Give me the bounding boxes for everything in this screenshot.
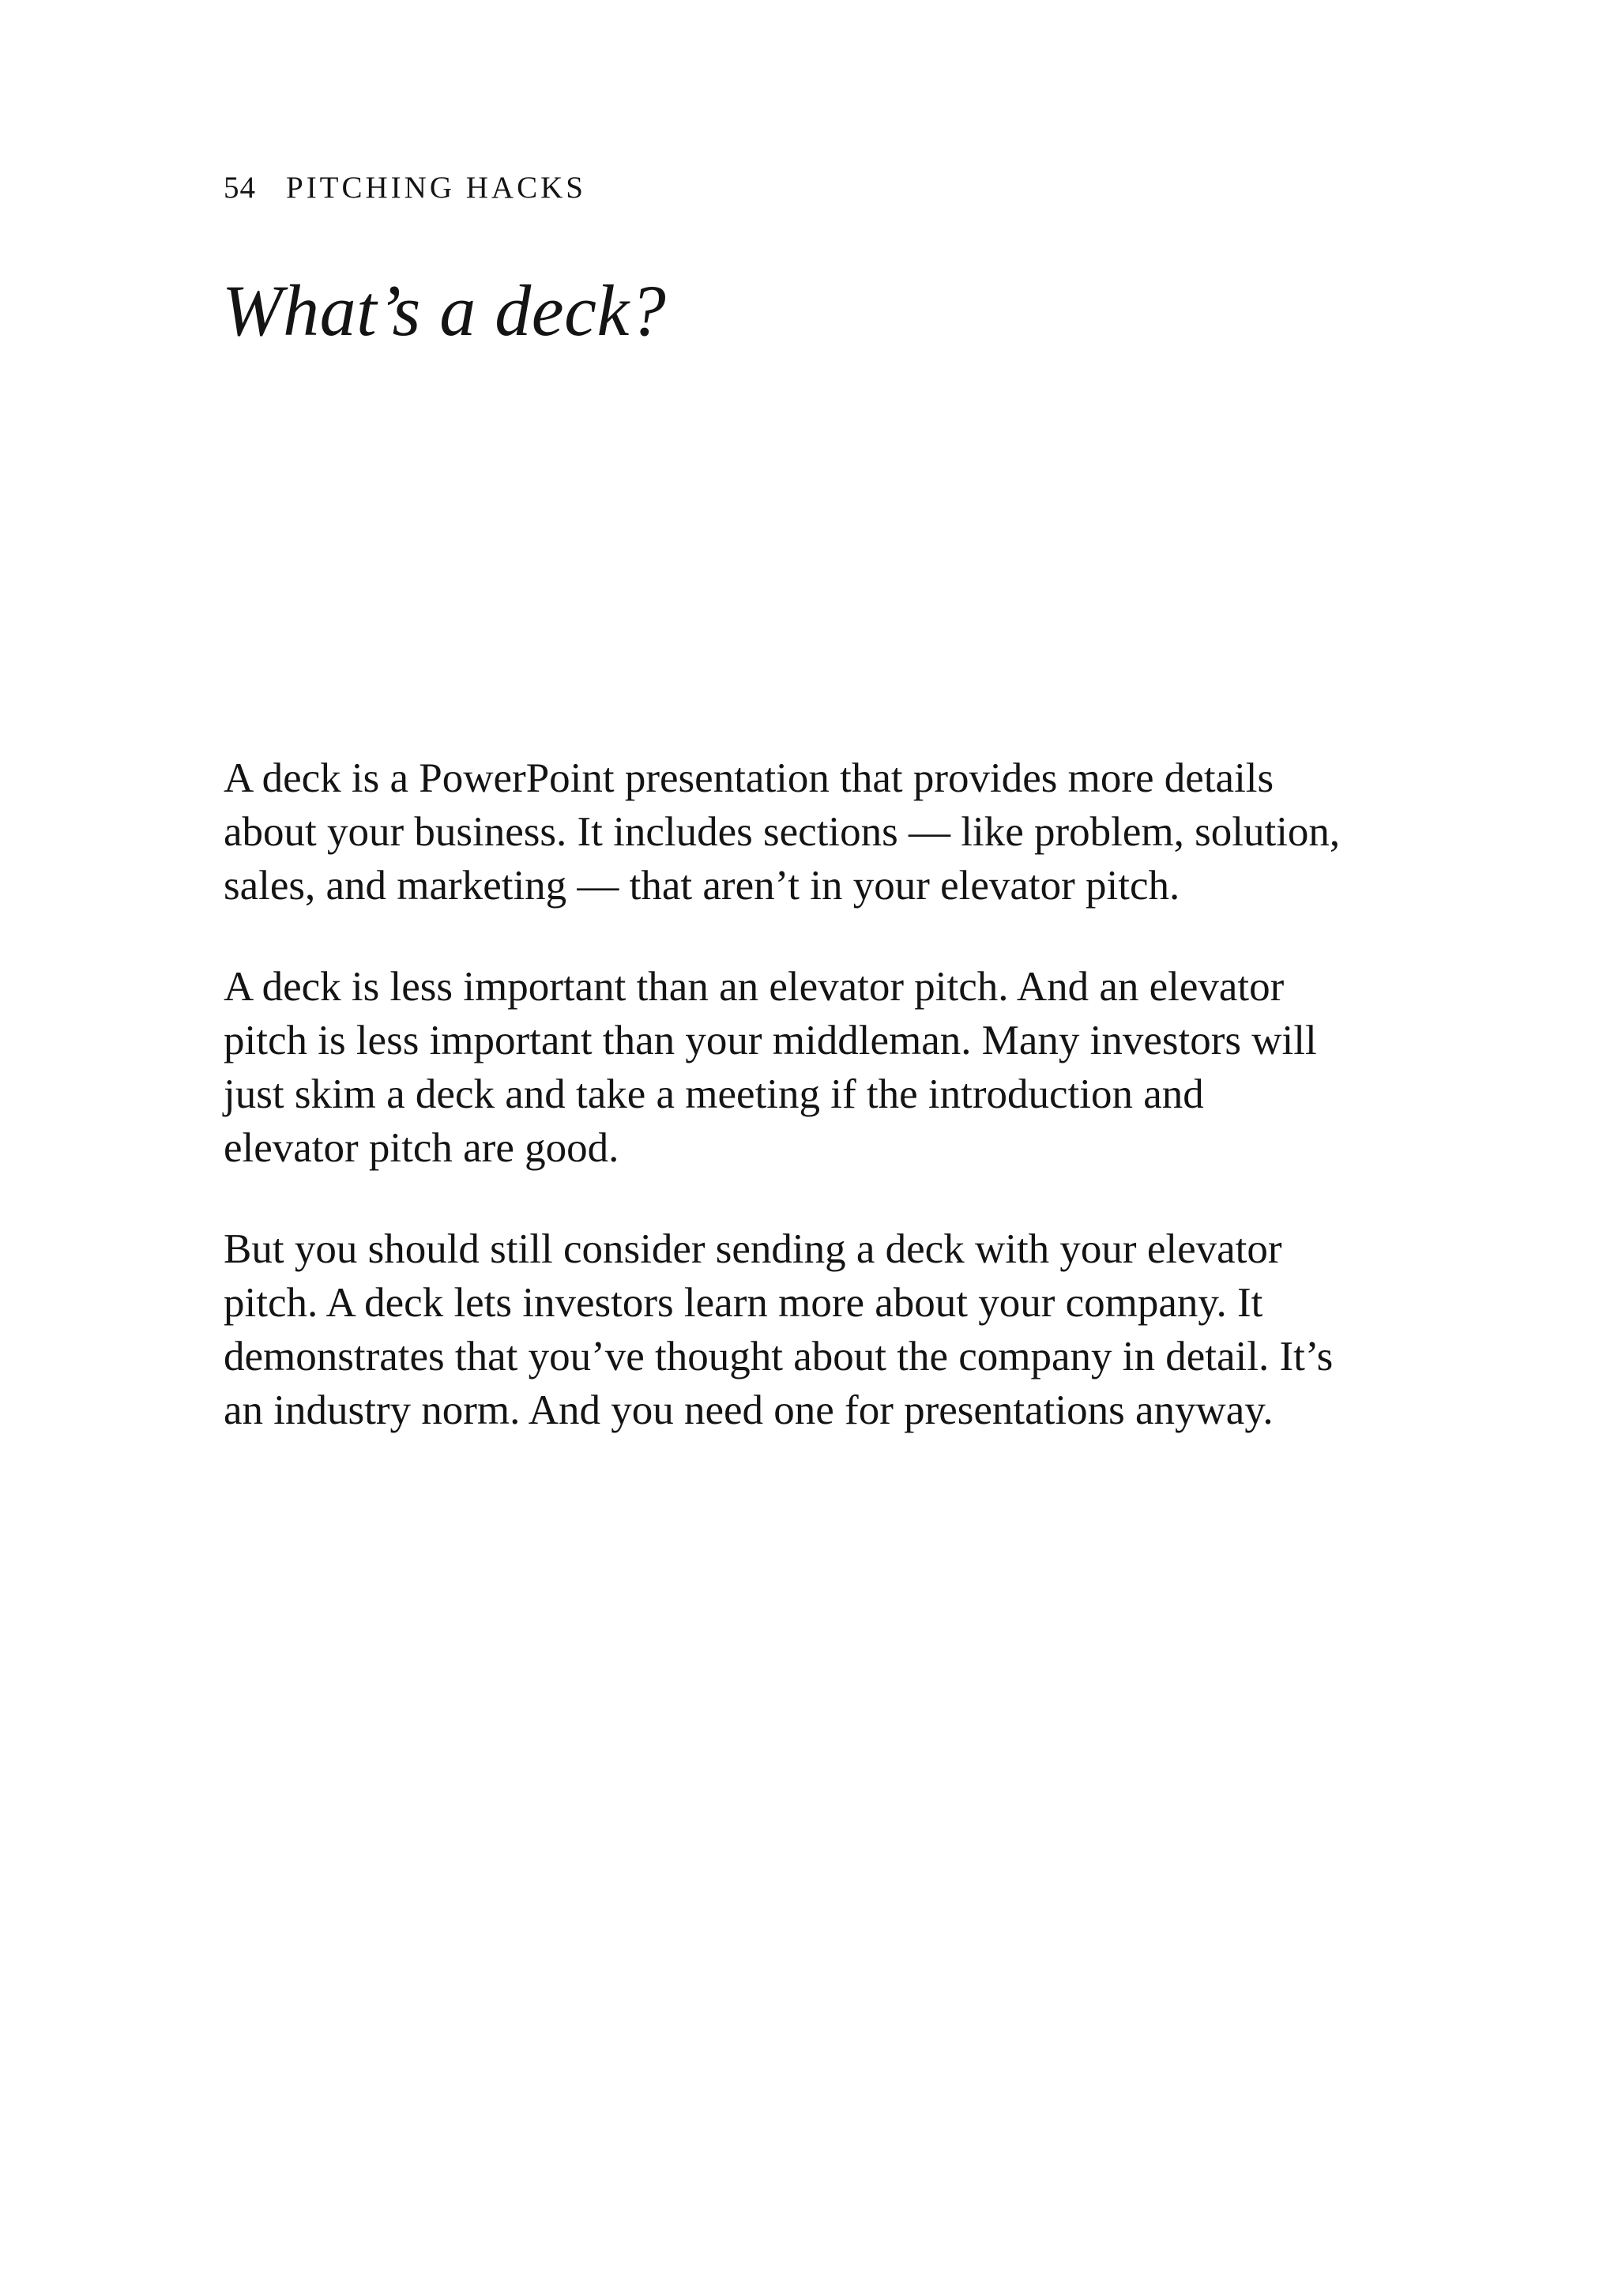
- page-number: 54: [224, 171, 256, 205]
- text-line: about your business. It includes sections — like problem, solution,: [224, 809, 1341, 855]
- chapter-title: What’s a deck?: [222, 270, 667, 351]
- paragraph-3: [224, 1222, 1424, 1437]
- text-line: pitch. A deck lets investors learn more about your company. It: [224, 1280, 1263, 1326]
- text-line: an industry norm. And you need one for presentations anyway.: [224, 1387, 1274, 1433]
- body-text: [224, 751, 1424, 1485]
- paragraph-1: [224, 751, 1424, 913]
- text-line: But you should still consider sending a deck with your elevator: [224, 1226, 1282, 1272]
- text-line: just skim a deck and take a meeting if the introduction and: [224, 1071, 1204, 1117]
- text-line: pitch is less important than your middleman. Many investors will: [224, 1018, 1317, 1063]
- text-line: sales, and marketing — that aren’t in your elevator pitch.: [224, 863, 1180, 909]
- paragraph-2: [224, 960, 1424, 1175]
- text-line: demonstrates that you’ve thought about the company in detail. It’s: [224, 1334, 1334, 1379]
- running-title: PITCHING HACKS: [286, 171, 586, 205]
- text-line: A deck is less important than an elevator pitch. And an elevator: [224, 964, 1285, 1010]
- running-header: [224, 167, 586, 209]
- text-line: elevator pitch are good.: [224, 1125, 619, 1171]
- text-line: A deck is a PowerPoint presentation that provides more details: [224, 755, 1274, 801]
